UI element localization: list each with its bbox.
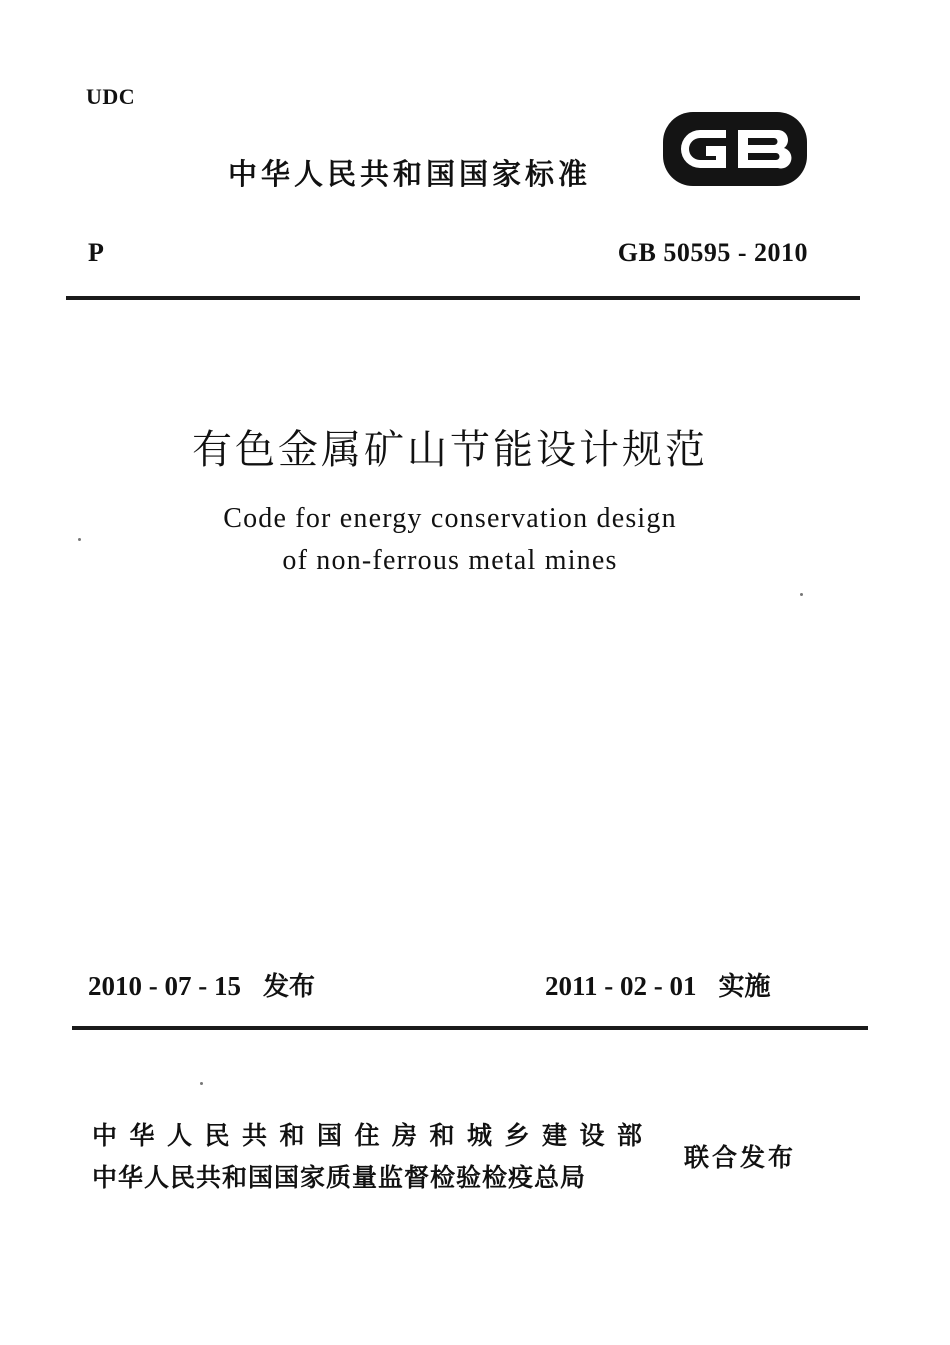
standard-type-heading: 中华人民共和国国家标准 <box>228 157 592 191</box>
gb-logo-text: GB <box>735 182 737 183</box>
title-english-line2: of non-ferrous metal mines <box>282 545 618 576</box>
title-english <box>0 498 900 582</box>
issue-date-block <box>88 966 315 1003</box>
implementation-date-block <box>545 966 771 1003</box>
implementation-date: 2011 - 02 - 01 <box>545 971 697 1001</box>
scan-speck <box>200 1082 203 1085</box>
udc-label: UDC <box>86 84 136 109</box>
bottom-divider <box>72 1026 868 1030</box>
joint-issue-label: 联合发布 <box>684 1143 797 1172</box>
standard-number: GB 50595 - 2010 <box>617 238 808 267</box>
classification-code: P <box>88 238 104 267</box>
title-chinese: 有色金属矿山节能设计规范 <box>192 427 708 473</box>
issue-date: 2010 - 07 - 15 <box>88 971 241 1001</box>
implementation-label: 实施 <box>718 972 771 1002</box>
scan-speck <box>800 593 803 596</box>
issuer-ministry-housing: 中华人民共和国住房和城乡建设部 <box>92 1121 655 1150</box>
issue-label: 发布 <box>262 972 315 1002</box>
top-divider <box>66 296 860 300</box>
gb-logo-icon <box>660 108 810 190</box>
issuer-quality-supervision: 中华人民共和国国家质量监督检验检疫总局 <box>92 1163 587 1192</box>
scan-speck <box>78 538 81 541</box>
title-english-line1: Code for energy conservation design <box>223 503 677 534</box>
